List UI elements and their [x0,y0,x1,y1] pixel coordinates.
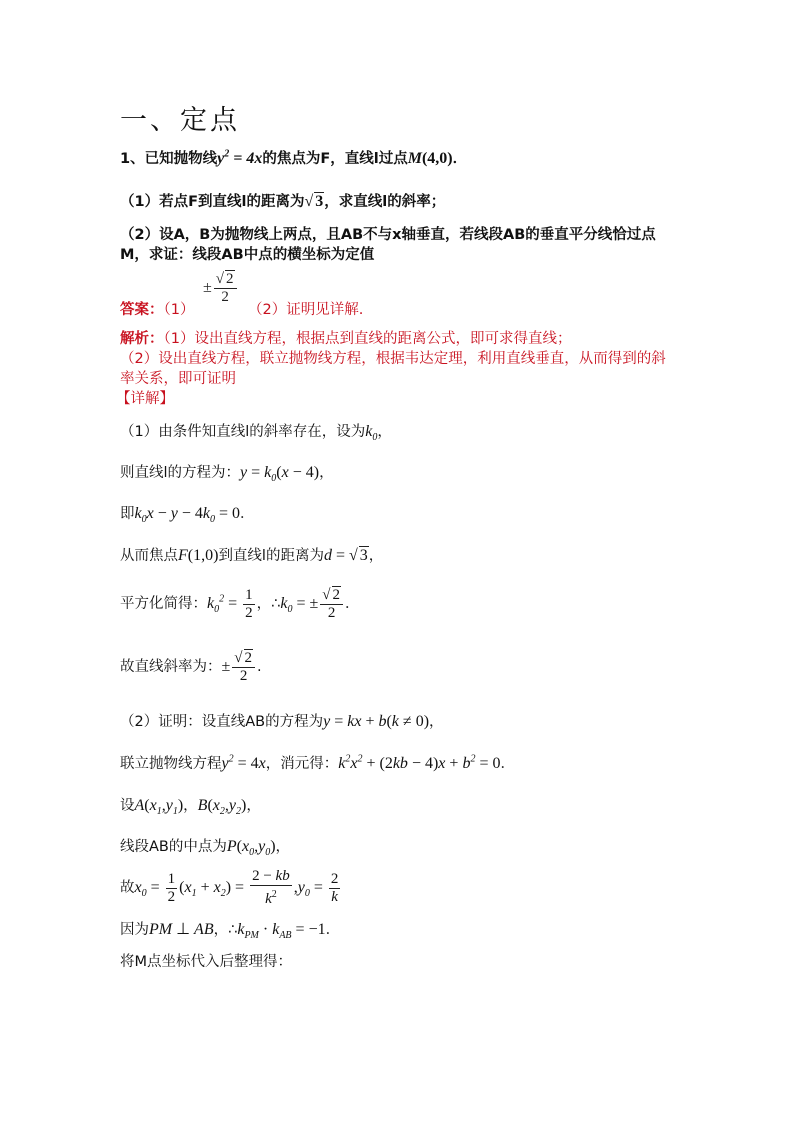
analysis-line3: 率关系，即可证明 [120,371,236,387]
solution-step-6: 故直线斜率为：± $\frac{√ 2}{2}$ . [120,650,262,684]
section-heading: 一、定点 [120,105,240,136]
answer-line: 答案：（1） [120,302,195,318]
analysis-line2: （2）设出直线方程，联立抛物线方程，根据韦达定理，利用直线垂直，从而得到的斜 [120,351,666,367]
solution-step-12: 因为PM ⊥ AB，$\therefore k_{PM} \cdot k_{AB} = -1$． [120,921,341,942]
solution-step-2: 则直线l的方程为：$y = k_0(x - 4)$， [120,464,334,485]
point-m: M [407,150,422,167]
solution-step-11: 故$x_0$ = $\frac{1}{2}$ $(x_1 + x_2)$ = $\frac{2 - kb}{k^2}$ $,y_0$ = $\frac{2}{k}$ [120,868,339,907]
solution-step-3: 即$k_0x - y - 4k_0 = 0$． [120,505,255,526]
solution-step-8: 联立抛物线方程$y^2 = 4x$，消元得：$k^2x^2 + (2kb - 4)x + b^2 = 0$． [120,753,515,772]
sqrt-3: √ 3 [304,193,324,210]
problem-intro: 1、已知抛物线$y^2 = 4x$的焦点为F，直线l过点M(4,0)． [120,148,468,167]
problem-part1: （1）若点F到直线l的距离为√ 3，求直线l的斜率； [120,193,446,210]
solution-step-7: （2）证明：设直线AB的方程为y = kx + b(k ≠ 0)， [120,713,444,730]
solution-step-5: 平方化简得：$k_0^2$ = $\frac{1}{2}$ ，$\therefore k_0$ = ± $\frac{√ 2}{2}$ ． [120,586,360,621]
solution-step-1: （1）由条件知直线l的斜率存在，设为$k_0$， [120,423,392,444]
problem-part2-line2: M，求证：线段AB中点的横坐标为定值 [120,247,375,263]
solution-step-13: 将M点坐标代入后整理得： [120,954,293,970]
equation-parabola: $y^2 = 4x$ [217,148,263,167]
answer-part2: （2）证明见详解. [248,302,364,318]
solution-step-4: 从而焦点F(1,0)到直线l的距离为d = √ 3， [120,547,384,564]
solution-step-10: 线段AB的中点为$P(x_0,y_0)$， [120,838,291,859]
detail-heading: 【详解】 [116,391,174,407]
solution-step-9: 设$A(x_1,y_1)$，$B(x_2,y_2)$， [120,797,261,818]
problem-part2-line1: （2）设A，B为抛物线上两点，且AB不与x轴垂直，若线段AB的垂直平分线恰过点 [120,227,656,243]
analysis-line1: 解析：（1）设出直线方程，根据点到直线的距离公式，即可求得直线； [120,331,572,347]
answer-fraction: ± $\frac{√ 2}{2}$ [203,270,239,306]
